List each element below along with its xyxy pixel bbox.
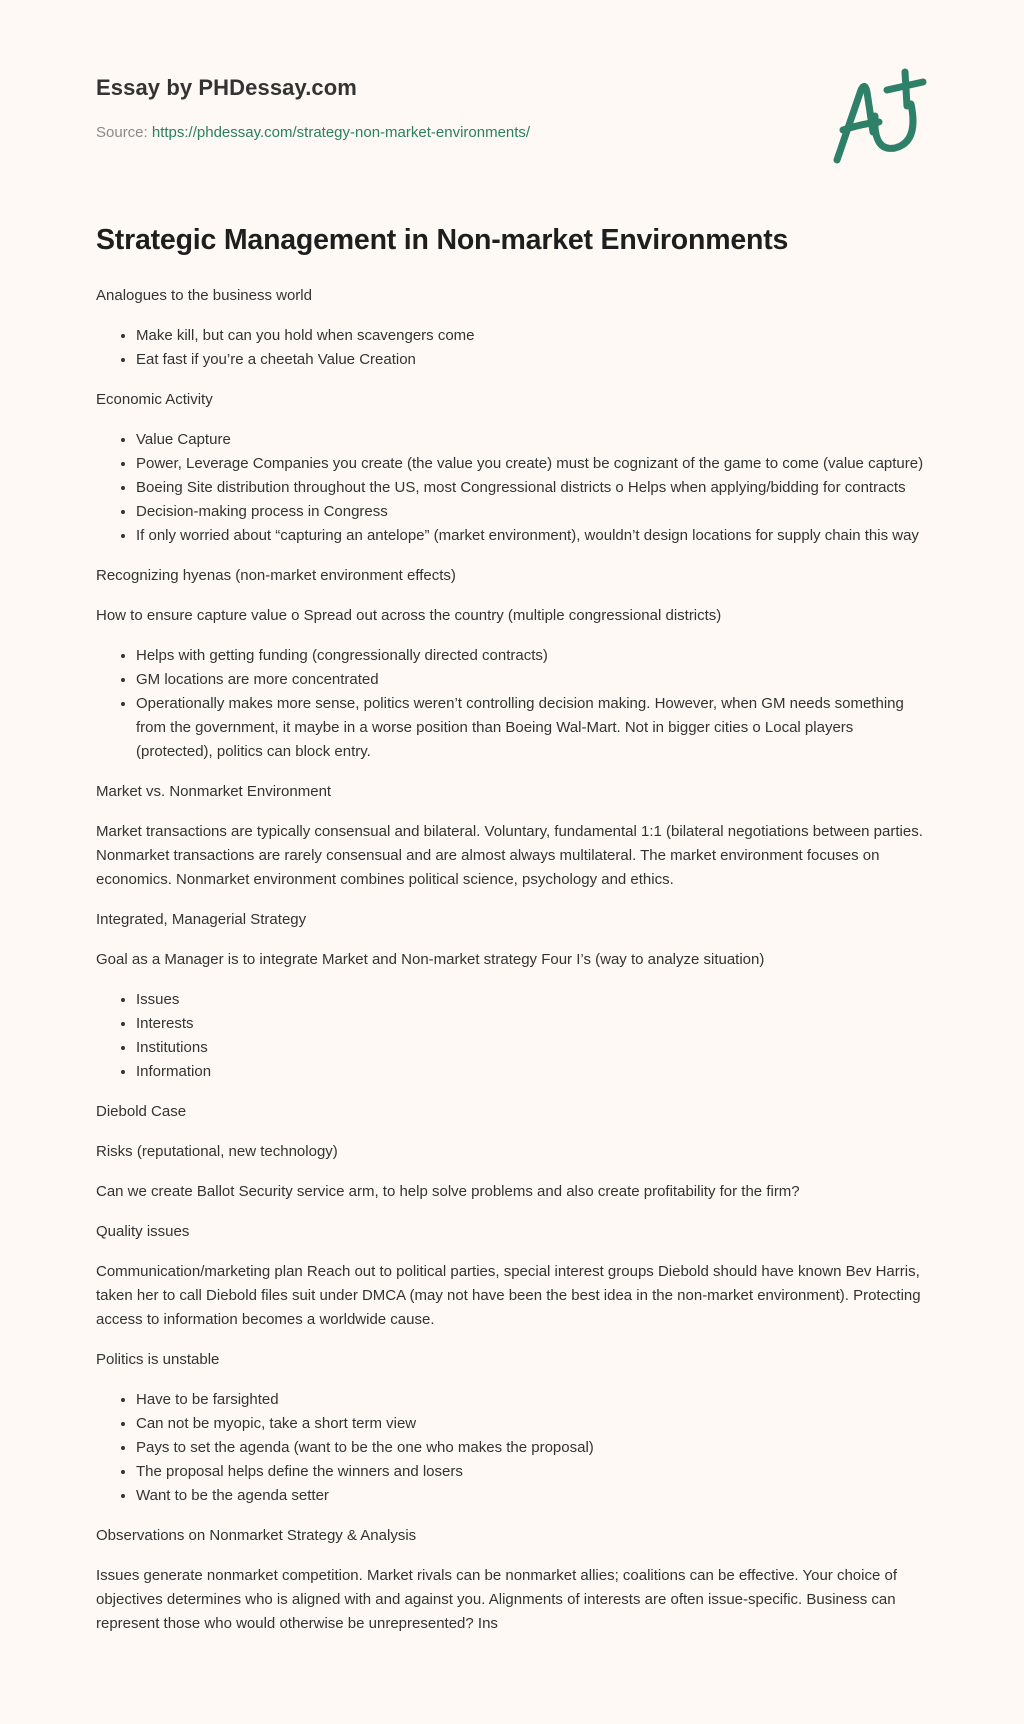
list-item: • Institutions [136,1036,924,1060]
page-header [96,0,924,200]
list-item: • Eat fast if you’re a cheetah Value Creation [136,348,924,372]
list-item: • Can not be myopic, take a short term view [136,1412,924,1436]
list-item: • Helps with getting funding (congressionally directed contracts) [136,644,924,668]
list-item: • Value Capture [136,428,924,452]
paragraph: Goal as a Manager is to integrate Market and Non-market strategy Four I’s (way to analyze situation) [96,951,765,968]
paragraph: Politics is unstable [96,1351,220,1368]
bullet-list [96,644,924,764]
bullet-list [96,324,924,372]
list-item: • If only worried about “capturing an antelope” (market environment), wouldn’t design locations for supply chain this way [136,524,924,548]
list-item: • Power, Leverage Companies you create (the value you create) must be cognizant of the game to come (value capture) [136,452,924,476]
list-item: • Issues [136,988,924,1012]
list-item: • Have to be farsighted [136,1388,924,1412]
list-item: • Information [136,1060,924,1084]
paragraph: Can we create Ballot Security service arm, to help solve problems and also create profitability for the firm? [96,1183,800,1200]
bullet-list [96,1388,924,1508]
bullet-list [96,988,924,1084]
paragraph: Diebold Case [96,1103,187,1120]
list-item: • Want to be the agenda setter [136,1484,924,1508]
paragraph: How to ensure capture value o Spread out across the country (multiple congressional districts) [96,607,722,624]
paragraph: Observations on Nonmarket Strategy & Analysis [96,1527,417,1544]
paragraph: Analogues to the business world [96,287,312,304]
essay-page [96,0,924,1632]
paragraph: Market transactions are typically consensual and bilateral. Voluntary, fundamental 1:1 (bilateral negotiations between parties. Nonmarket transactions are rarely consensual and are almost always multilateral. The market environment focuses on economics. Nonmarket environment combines political science, psychology and ethics. [96,823,923,888]
paragraph: Quality issues [96,1223,190,1240]
paragraph: Issues generate nonmarket competition. Market rivals can be nonmarket allies; coalitions can be effective. Your choice of objectives determines who is aligned with and against you. Alignments of interests are often issue-specific. Business can represent those who would otherwise be unrepresented? Ins [96,1567,897,1632]
source-label: Source: [96,124,148,141]
document-title: Strategic Management in Non-market Environments [96,224,789,256]
list-item: • GM locations are more concentrated [136,668,924,692]
source-line [96,124,530,141]
a-plus-logo-icon [823,68,933,168]
list-item: • Operationally makes more sense, politics weren’t controlling decision making. However, when GM needs something from the government, it maybe in a worse position than Boeing Wal-Mart. Not in bigger cities o Local players (protected), politics can block entry. [136,692,924,764]
paragraph: Market vs. Nonmarket Environment [96,783,332,800]
list-item: • Boeing Site distribution throughout the US, most Congressional districts o Helps when applying/bidding for contracts [136,476,924,500]
list-item: • Pays to set the agenda (want to be the one who makes the proposal) [136,1436,924,1460]
paragraph: Integrated, Managerial Strategy [96,911,307,928]
paragraph: Recognizing hyenas (non-market environment effects) [96,567,456,584]
paragraph: Economic Activity [96,391,213,408]
list-item: • The proposal helps define the winners and losers [136,1460,924,1484]
paragraph: Risks (reputational, new technology) [96,1143,338,1160]
bullet-list [96,428,924,548]
source-link[interactable]: https://phdessay.com/strategy-non-market-environments/ [151,124,531,141]
list-item: • Decision-making process in Congress [136,500,924,524]
document-body [96,284,924,1652]
list-item: • Interests [136,1012,924,1036]
paragraph: Communication/marketing plan Reach out to political parties, special interest groups Diebold should have known Bev Harris, taken her to call Diebold files suit under DMCA (may not have been the best idea in the non-market environment). Protecting access to information becomes a worldwide cause. [96,1263,921,1328]
site-title: Essay by PHDessay.com [96,75,357,100]
list-item: • Make kill, but can you hold when scavengers come [136,324,924,348]
